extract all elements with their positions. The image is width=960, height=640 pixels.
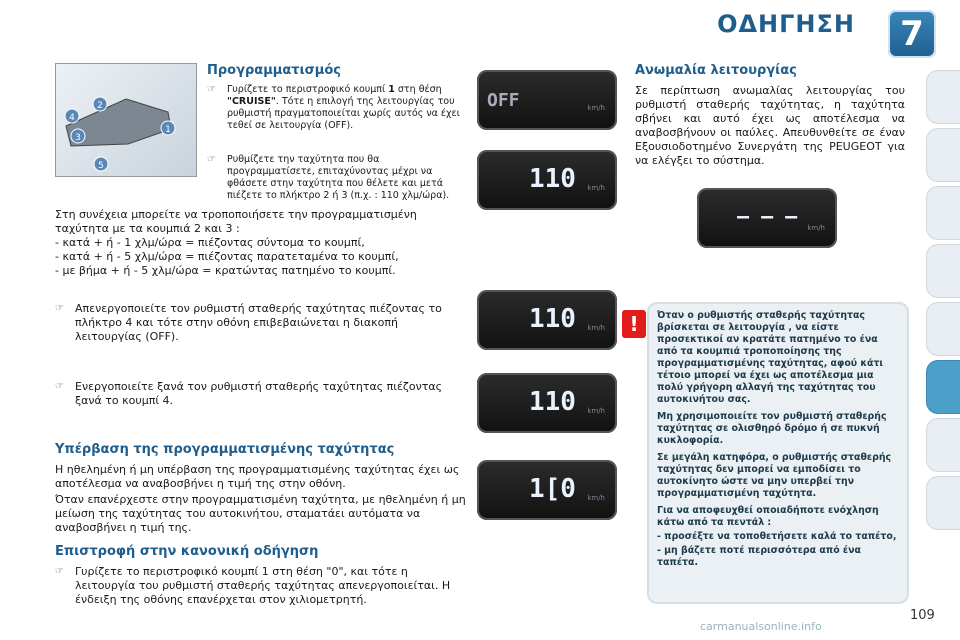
display-panel [477, 373, 617, 433]
section-heading: Προγραμματισμός [207, 63, 341, 78]
hand-icon: ☞ [55, 566, 64, 577]
bullet-3: ☞ Απενεργοποιείτε τον ρυθμιστή σταθερής ταχύτητας πιέζοντας το πλήκτρο 4 και τότε στην οθόνη επιβεβαιώνεται η διακοπή λειτουργίας (OFF). [55, 302, 442, 343]
display-panel [477, 290, 617, 350]
chapter-tabs [920, 60, 960, 620]
display-value: 110 [529, 387, 576, 417]
display-value: OFF [487, 90, 520, 111]
section-heading: Επιστροφή στην κανονική οδήγηση [55, 544, 319, 559]
chapter-tab[interactable] [926, 476, 960, 530]
section-heading: Υπέρβαση της προγραμματισμένης ταχύτητας [55, 442, 395, 457]
list-item: - μη βάζετε ποτέ περισσότερα από ένα ταπέτα. [657, 545, 861, 568]
svg-text:2: 2 [97, 101, 103, 111]
chapter-title: ΟΔΗΓΗΣΗ [717, 10, 855, 38]
stalk-icon [56, 64, 196, 176]
malfunction-section: Ανωμαλία λειτουργίας Σε περίπτωση ανωμαλίας λειτουργίας του ρυθμιστή σταθερής ταχύτητας, η ταχύτητα σβήνει και αυτό έχει ως αποτέλεσμα να αναβοσβήνουν οι παύλες. Απευθυνθείτε σε έναν Εξουσιοδοτημένο Συνεργάτη της PEUGEOT για να ελέγξει το σύστημα. [635, 63, 905, 167]
bullet-4: ☞ Ενεργοποιείτε ξανά τον ρυθμιστή σταθερής ταχύτητας πιέζοντας ξανά το κουμπί 4. [55, 380, 443, 407]
list-item: - με βήμα + ή - 5 χλμ/ώρα = κρατώντας πατημένο το κουμπί. [55, 264, 396, 277]
display-panel [477, 460, 617, 520]
chapter-tab[interactable] [926, 302, 960, 356]
chapter-tab[interactable] [926, 244, 960, 298]
hand-icon: ☞ [55, 381, 64, 392]
list-item: - κατά + ή - 1 χλμ/ώρα = πιέζοντας σύντομα το κουμπί, [55, 236, 365, 249]
chapter-number-badge: 7 [888, 10, 936, 58]
hand-icon: ☞ [207, 154, 216, 165]
cruise-control-stalk-diagram [55, 63, 197, 177]
display-unit: km/h [587, 184, 605, 192]
display-value: 1[0 [529, 474, 576, 504]
return-section: Επιστροφή στην κανονική οδήγηση ☞ Γυρίζετε το περιστροφικό κουμπί 1 στη θέση "0", και τότε η λειτουργία του ρυθμιστή σταθερής ταχύτητας απενεργοποιείται. Η ένδειξη της οθόνης επανέρχεται στον χιλιομετρητή. [55, 545, 467, 607]
warning-text: Όταν ο ρυθμιστής σταθερής ταχύτητας βρίσκεται σε λειτουργία , να είστε προσεκτικοί αν κρατάτε πατημένο το ένα από τα κουμπιά τροποποίησης της προγραμματισμένης ταχύτητας, αφού κάτι τέτοιο μπορεί να έχει ως αποτέλεσμα μια πολύ γρήγορη αλλαγή της ταχύτητας του αυτοκινήτου σας. Μη χρησιμοποιείτε τον ρυθμιστή σταθερής ταχύτητας σε ολισθηρό δρόμο ή σε πυκνή κυκλοφορία. Σε μεγάλη κατηφόρα, ο ρυθμιστής σταθερής ταχύτητας δεν μπορεί να εμποδίσει το αυτοκίνητο ώστε να μην υπερβεί την προγραμματισμένη ταχύτητα. Για να αποφευχθεί οποιαδήποτε ενόχληση κάτω από τα πεντάλ : - προσέξτε να τοποθετήσετε καλά το ταπέτο, - μη βάζετε ποτέ περισσότερα από ένα ταπέτα. [657, 310, 897, 568]
svg-text:4: 4 [69, 113, 75, 123]
display-panel [697, 188, 837, 248]
page-header [0, 0, 960, 54]
hand-icon: ☞ [207, 84, 216, 95]
display-unit: km/h [587, 407, 605, 415]
display-value: 110 [529, 304, 576, 334]
display-panel [477, 70, 617, 130]
chapter-tab[interactable] [926, 70, 960, 124]
chapter-tab-active[interactable] [926, 360, 960, 414]
chapter-tab[interactable] [926, 128, 960, 182]
hand-icon: ☞ [55, 303, 64, 314]
bullet-2: ☞ Ρυθμίζετε την ταχύτητα που θα προγραμματίσετε, επιταχύνοντας μέχρι να φθάσετε στην ταχύτητα που θέλετε και μετά πιέζετε το πλήκτρο 2 ή 3 (π.χ. : 110 χλμ/ώρα). [207, 154, 450, 201]
list-item: - προσέξτε να τοποθετήσετε καλά το ταπέτο, [657, 531, 897, 542]
overspeed-section: Υπέρβαση της προγραμματισμένης ταχύτητας Η ηθελημένη ή μη υπέρβαση της προγραμματισμένης ταχύτητας έχει ως αποτέλεσμα να αναβοσβήνει η τιμή της στην οθόνη. Όταν επανέρχεστε στην προγραμματισμένη ταχύτητα, με ηθελημένη ή μη μείωση της ταχύτητας του αυτοκινήτου, σταματάει αυτόματα να αναβοσβήνει η τιμή της. [55, 442, 466, 534]
display-unit: km/h [587, 494, 605, 502]
chapter-tab[interactable] [926, 418, 960, 472]
display-value: – – – [737, 204, 798, 228]
svg-text:3: 3 [75, 133, 81, 143]
bullet-1: ☞ Γυρίζετε το περιστροφικό κουμπί 1 στη θέση "CRUISE". Τότε η επιλογή της λειτουργίας του ρυθμιστή πραγματοποιείται χωρίς αυτός να έχει τεθεί σε λειτουργία (OFF). [207, 84, 460, 131]
programming-section [207, 63, 467, 78]
display-unit: km/h [587, 324, 605, 332]
display-panel [477, 150, 617, 210]
warning-icon: ! [622, 310, 646, 338]
svg-text:1: 1 [165, 125, 171, 135]
display-unit: km/h [587, 104, 605, 112]
display-unit: km/h [807, 224, 825, 232]
display-value: 110 [529, 164, 576, 194]
chapter-tab[interactable] [926, 186, 960, 240]
section-heading: Ανωμαλία λειτουργίας [635, 63, 797, 78]
page-number: 109 [910, 608, 935, 623]
svg-text:5: 5 [98, 161, 104, 171]
list-item: - κατά + ή - 5 χλμ/ώρα = πιέζοντας παρατεταμένα το κουμπί, [55, 250, 399, 263]
watermark: carmanualsonline.info [700, 620, 822, 633]
programming-paragraph: Στη συνέχεια μπορείτε να τροποποιήσετε την προγραμματισμένη ταχύτητα με τα κουμπιά 2 και 3 : - κατά + ή - 1 χλμ/ώρα = πιέζοντας σύντομα το κουμπί, - κατά + ή - 5 χλμ/ώρα = πιέζοντας παρατεταμένα το κουμπί, - με βήμα + ή - 5 χλμ/ώρα = κρατώντας πατημένο το κουμπί. [55, 208, 467, 278]
